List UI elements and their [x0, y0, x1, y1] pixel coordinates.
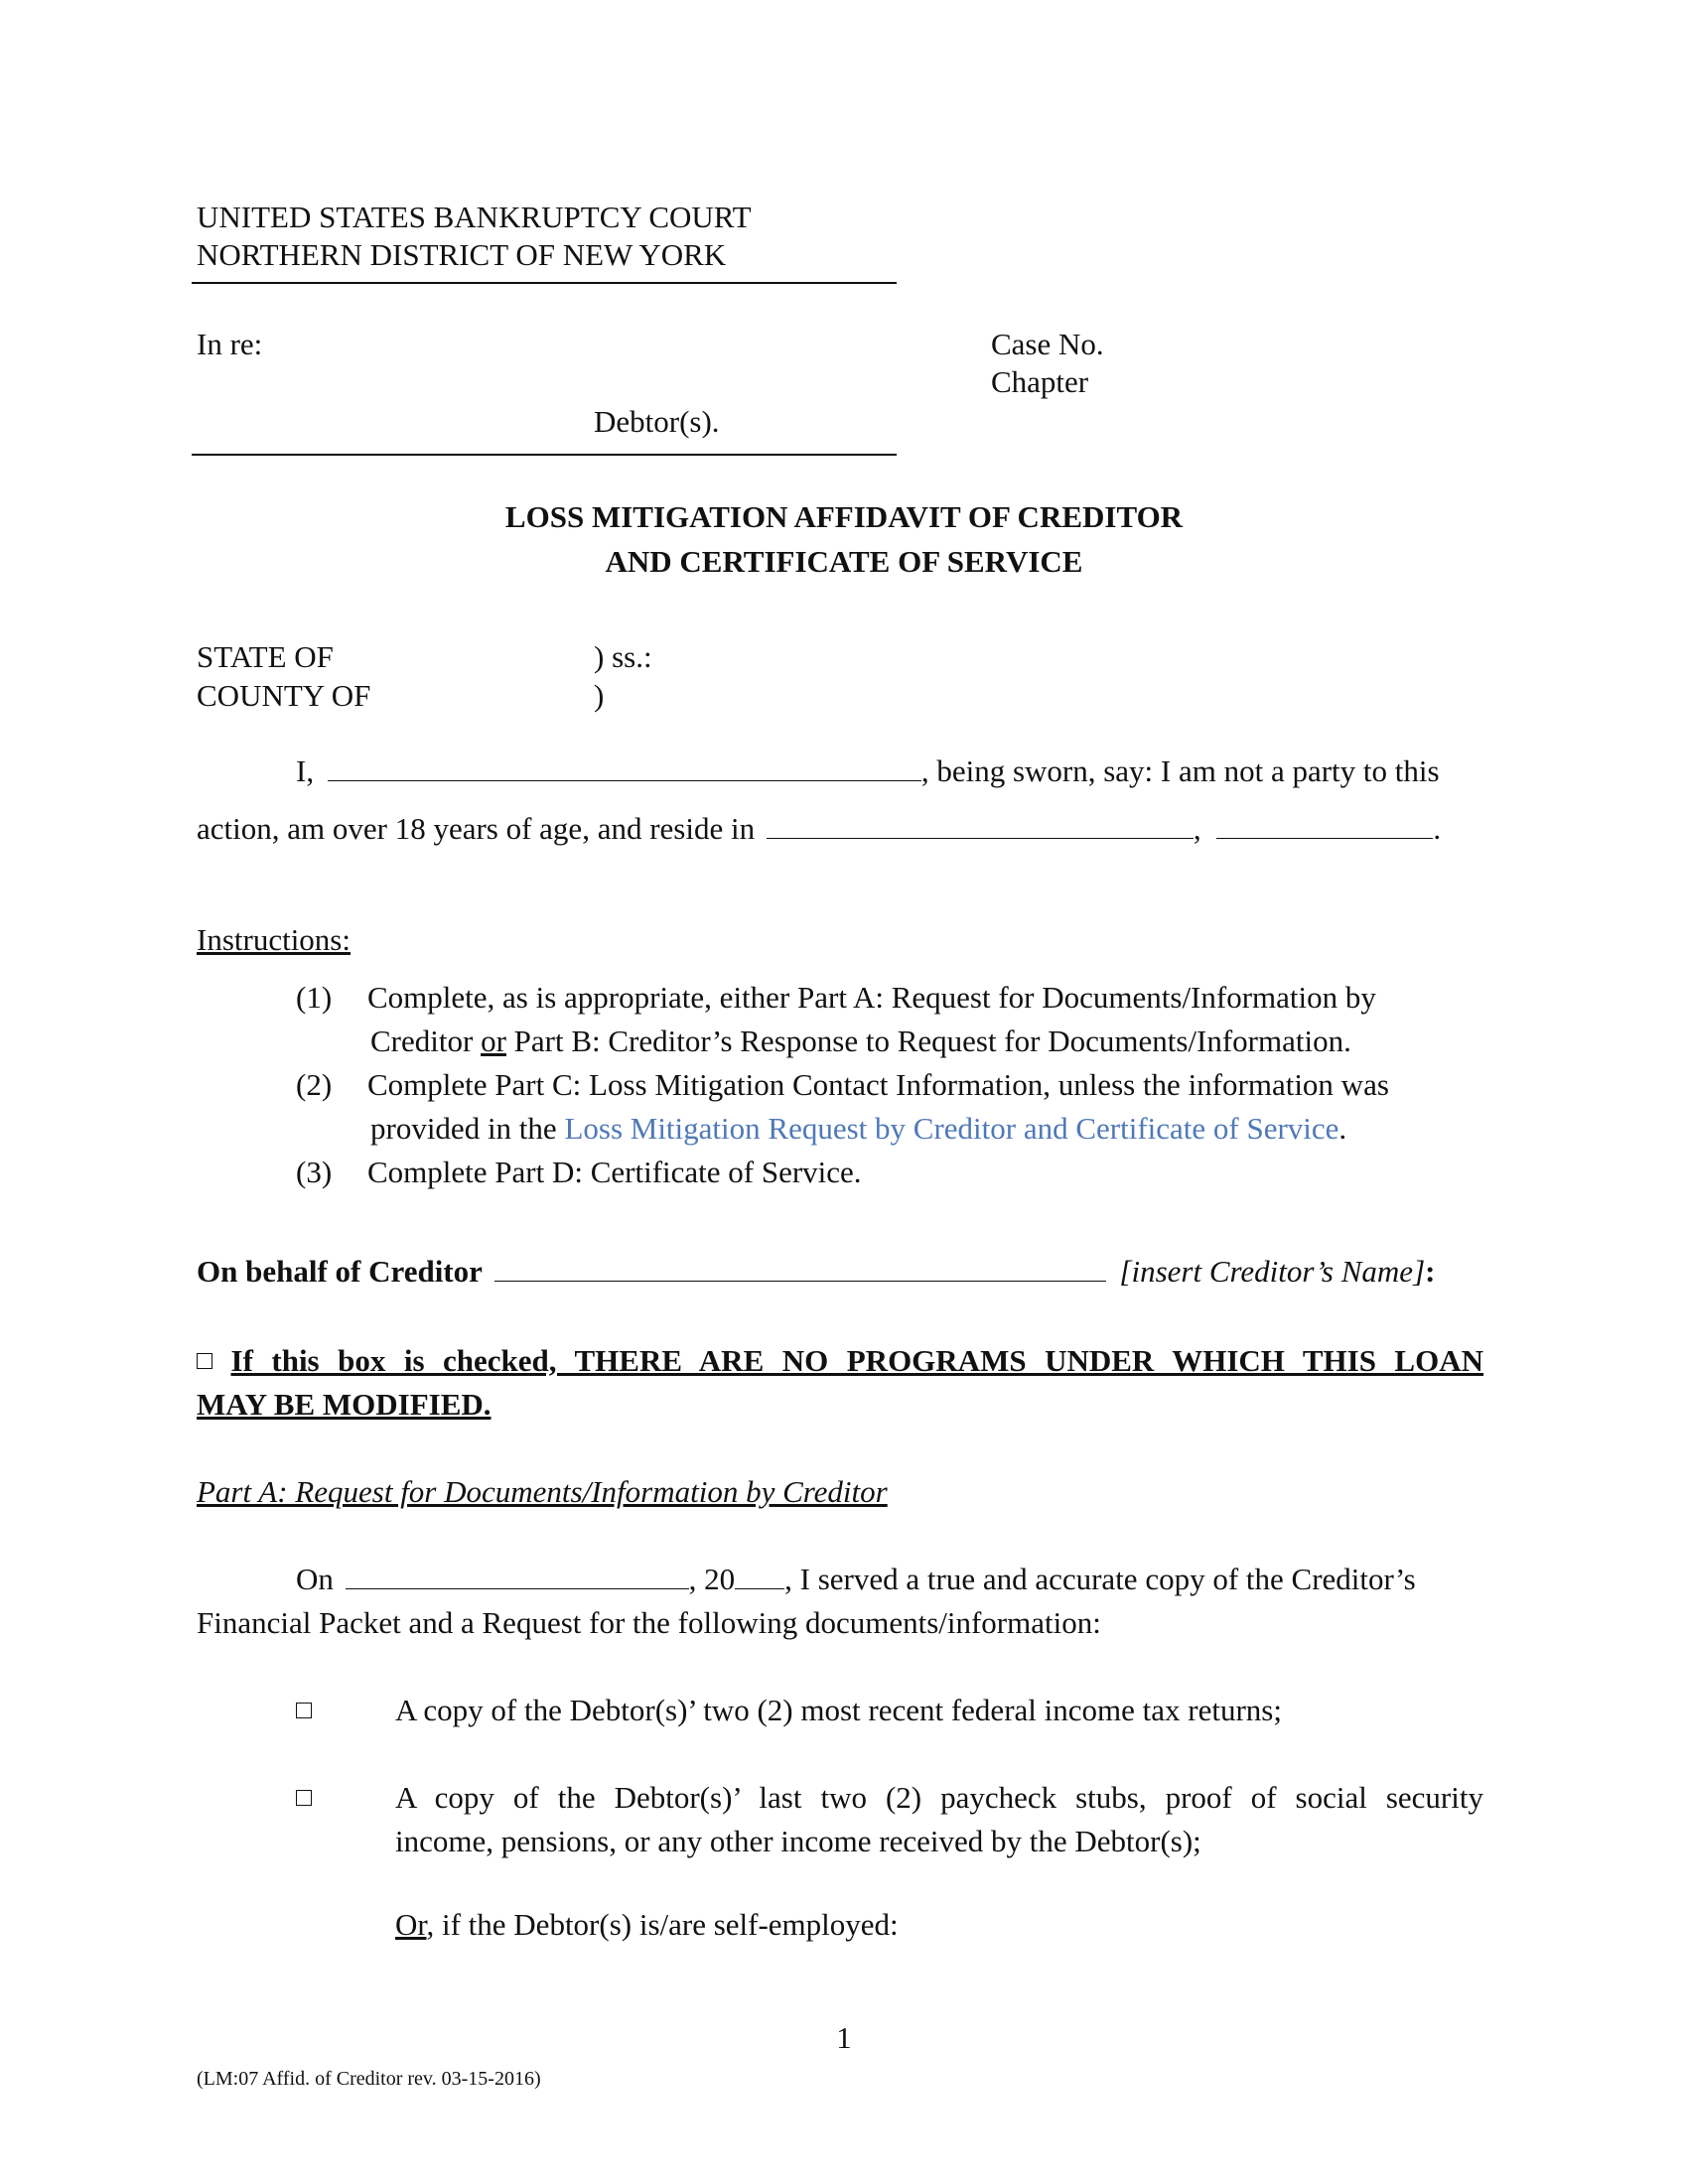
self-employed-line [395, 1906, 899, 1944]
case-no-label: Case No. [991, 327, 1104, 361]
no-programs-line1 [197, 1342, 1483, 1380]
instruction-1-line2 [370, 1023, 1351, 1060]
instruction-1-number: (1) [296, 980, 333, 1015]
instruction-2-line2 [370, 1110, 1346, 1148]
in-re-label: In re: [197, 327, 263, 361]
service-year-field[interactable] [735, 1561, 784, 1589]
paycheck-stubs-checkbox[interactable] [296, 1790, 312, 1806]
part-a-year-prefix: , 20 [688, 1562, 736, 1596]
instruction-1-or: or [481, 1024, 506, 1058]
document-title-line2: AND CERTIFICATE OF SERVICE [605, 544, 1083, 579]
part-a-on: On [296, 1562, 334, 1596]
part-a-heading: Part A: Request for Documents/Information by Creditor [197, 1474, 888, 1509]
affiant-name-field[interactable] [328, 752, 921, 781]
residence-state-field[interactable] [1216, 810, 1433, 839]
instruction-2-period: . [1338, 1111, 1347, 1146]
creditor-name-hint: [insert Creditor’s Name] [1119, 1254, 1426, 1289]
page-number: 1 [836, 2020, 852, 2055]
self-employed-or: Or [395, 1907, 427, 1942]
form-identifier: (LM:07 Affid. of Creditor rev. 03-15-2016) [197, 2068, 541, 2090]
residence-comma: , [1193, 811, 1201, 846]
behalf-line [197, 1253, 1435, 1291]
loss-mitigation-request-link[interactable]: Loss Mitigation Request by Creditor and Certificate of Service [564, 1111, 1339, 1146]
document-title-line1: LOSS MITIGATION AFFIDAVIT OF CREDITOR [504, 499, 1184, 534]
part-a-item1-checkbox-wrap [296, 1692, 312, 1729]
no-programs-text-line1: If this box is checked, THERE ARE NO PROGRAMS UNDER WHICH THIS LOAN [230, 1343, 1484, 1378]
behalf-label: On behalf of Creditor [197, 1254, 483, 1289]
instruction-1-line1: Complete, as is appropriate, either Part A: Request for Documents/Information by [367, 980, 1376, 1015]
service-date-field[interactable] [346, 1561, 689, 1589]
affiant-line2 [197, 810, 1441, 848]
no-programs-checkbox[interactable] [197, 1353, 212, 1369]
part-a-item2-line2: income, pensions, or any other income received by the Debtor(s); [395, 1824, 1201, 1858]
header-rule [192, 282, 897, 284]
caption-rule [192, 454, 897, 456]
instructions-heading: Instructions: [197, 922, 351, 957]
county-of-label: COUNTY OF [197, 678, 371, 713]
part-a-served-line1 [296, 1561, 1416, 1598]
residence-city-field[interactable] [767, 810, 1194, 839]
instruction-1-creditor: Creditor [370, 1024, 474, 1058]
part-a-item2-checkbox-wrap [296, 1779, 312, 1817]
self-employed-text: , if the Debtor(s) is/are self-employed: [426, 1907, 899, 1942]
affiant-being-sworn: , being sworn, say: I am not a party to this [920, 753, 1440, 788]
tax-returns-checkbox[interactable] [296, 1703, 312, 1718]
county-paren: ) [594, 678, 605, 713]
court-district: NORTHERN DISTRICT OF NEW YORK [197, 237, 727, 272]
instruction-2-line1: Complete Part C: Loss Mitigation Contact Information, unless the information was [367, 1067, 1389, 1102]
ss-label: ) ss.: [594, 639, 652, 674]
part-a-item1-text: A copy of the Debtor(s)’ two (2) most recent federal income tax returns; [395, 1693, 1282, 1727]
instruction-3-text: Complete Part D: Certificate of Service. [367, 1155, 862, 1189]
instruction-3-number: (3) [296, 1155, 333, 1189]
part-a-item2-line1: A copy of the Debtor(s)’ last two (2) paycheck stubs, proof of social security [395, 1780, 1483, 1815]
chapter-label: Chapter [991, 364, 1089, 399]
part-a-served-text: , I served a true and accurate copy of the Creditor’s [784, 1562, 1416, 1596]
debtors-label: Debtor(s). [594, 404, 720, 439]
behalf-colon: : [1425, 1254, 1436, 1289]
part-a-served-line2: Financial Packet and a Request for the following documents/information: [197, 1605, 1101, 1640]
residence-period: . [1433, 811, 1442, 846]
no-programs-text-line2: MAY BE MODIFIED. [197, 1387, 492, 1422]
instruction-1-part-b: Part B: Creditor’s Response to Request for Documents/Information. [513, 1024, 1351, 1058]
affiant-i: I, [296, 753, 315, 788]
creditor-name-field[interactable] [494, 1253, 1106, 1282]
affiant-reside-text: action, am over 18 years of age, and reside in [197, 811, 756, 846]
court-name: UNITED STATES BANKRUPTCY COURT [197, 200, 752, 234]
instruction-2-number: (2) [296, 1067, 333, 1102]
instruction-2-provided: provided in the [370, 1111, 557, 1146]
affiant-line1 [296, 752, 1440, 790]
state-of-label: STATE OF [197, 639, 334, 674]
